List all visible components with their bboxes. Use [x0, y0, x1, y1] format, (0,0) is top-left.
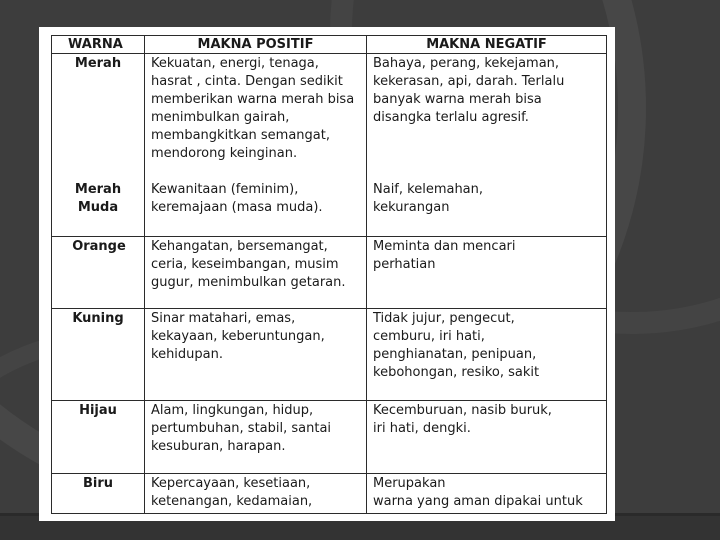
- cell-text-line: ceria, keseimbangan, musim: [151, 257, 339, 272]
- cell-text-line: banyak warna merah bisa: [373, 92, 542, 107]
- line-spacer: [58, 109, 138, 127]
- line-spacer: [58, 73, 138, 91]
- cell-text-line: Tidak jujur, pengecut,: [373, 311, 515, 326]
- cell-text-line: penghianatan, penipuan,: [373, 347, 537, 362]
- header-warna: WARNA: [52, 36, 145, 54]
- cell-text-line: Merah: [74, 56, 122, 71]
- cell-text-line: Merupakan: [373, 476, 446, 491]
- cell-text-line: kesuburan, harapan.: [151, 439, 286, 454]
- cell-text-line: memberikan warna merah bisa: [151, 92, 355, 107]
- line-spacer: [373, 163, 600, 181]
- cell-text-line: cemburu, iri hati,: [373, 329, 485, 344]
- cell-makna-negatif: [367, 474, 607, 514]
- table-row-merah: [52, 54, 607, 237]
- cell-warna: [52, 54, 145, 237]
- cell-text-line: Hijau: [79, 403, 117, 418]
- cell-text-line: pertumbuhan, stabil, santai: [151, 421, 332, 436]
- cell-text-line: mendorong keinginan.: [151, 146, 298, 161]
- cell-text-line: kekurangan: [373, 200, 450, 215]
- cell-text-line: gugur, menimbulkan getaran.: [151, 275, 346, 290]
- line-spacer: [58, 145, 138, 163]
- cell-text-line: Kecemburuan, nasib buruk,: [373, 403, 552, 418]
- cell-makna-negatif: [367, 309, 607, 401]
- table-header-row: [52, 36, 607, 54]
- cell-text-line: Sinar matahari, emas,: [151, 311, 296, 326]
- cell-makna-positif: [145, 237, 367, 309]
- cell-makna-negatif: [367, 237, 607, 309]
- line-spacer: [151, 163, 360, 181]
- cell-makna-positif: [145, 309, 367, 401]
- cell-text-line: membangkitkan semangat,: [151, 128, 330, 143]
- cell-text-line: perhatian: [373, 257, 436, 272]
- cell-text-line: warna yang aman dipakai untuk: [373, 494, 583, 509]
- cell-text-line: ketenangan, kedamaian,: [151, 494, 313, 509]
- color-meaning-table: [51, 35, 607, 514]
- table-row-orange: [52, 237, 607, 309]
- cell-makna-negatif: [367, 401, 607, 474]
- cell-text-line: kekayaan, keberuntungan,: [151, 329, 325, 344]
- cell-text-line: kehidupan.: [151, 347, 223, 362]
- cell-text-line: keremajaan (masa muda).: [151, 200, 323, 215]
- table-row-hijau: [52, 401, 607, 474]
- cell-text-line: Kehangatan, bersemangat,: [151, 239, 328, 254]
- table-row-kuning: [52, 309, 607, 401]
- line-spacer: [373, 127, 600, 145]
- line-spacer: [58, 163, 138, 181]
- cell-text-line: Orange: [72, 239, 126, 254]
- header-makna-positif: MAKNA POSITIF: [145, 36, 367, 54]
- cell-text-line: Naif, kelemahan,: [373, 182, 484, 197]
- cell-text-line: Alam, lingkungan, hidup,: [151, 403, 314, 418]
- cell-warna: [52, 309, 145, 401]
- cell-warna: [52, 237, 145, 309]
- header-makna-negatif: MAKNA NEGATIF: [367, 36, 607, 54]
- cell-text-line: Kepercayaan, kesetiaan,: [151, 476, 311, 491]
- cell-warna: [52, 474, 145, 514]
- table-row-biru: [52, 474, 607, 514]
- slide-content: [39, 27, 615, 521]
- cell-text-line: Biru: [82, 476, 114, 491]
- cell-text-line: kekerasan, api, darah. Terlalu: [373, 74, 565, 89]
- cell-text-line: Bahaya, perang, kekejaman,: [373, 56, 560, 71]
- cell-text-line: Meminta dan mencari: [373, 239, 516, 254]
- cell-makna-positif: [145, 401, 367, 474]
- cell-text-line: Kuning: [72, 311, 124, 326]
- cell-text-line: kebohongan, resiko, sakit: [373, 365, 540, 380]
- cell-text-line: hasrat , cinta. Dengan sedikit: [151, 74, 343, 89]
- cell-text-line: iri hati, dengki.: [373, 421, 471, 436]
- cell-warna: [52, 401, 145, 474]
- cell-text-line: Muda: [77, 200, 119, 215]
- cell-makna-positif: [145, 54, 367, 237]
- line-spacer: [58, 91, 138, 109]
- cell-text-line: menimbulkan gairah,: [151, 110, 290, 125]
- line-spacer: [58, 127, 138, 145]
- cell-text-line: Kewanitaan (feminim),: [151, 182, 299, 197]
- cell-makna-negatif: [367, 54, 607, 237]
- line-spacer: [373, 145, 600, 163]
- cell-makna-positif: [145, 474, 367, 514]
- cell-text-line: disangka terlalu agresif.: [373, 110, 529, 125]
- cell-text-line: Kekuatan, energi, tenaga,: [151, 56, 319, 71]
- cell-text-line: Merah: [74, 182, 122, 197]
